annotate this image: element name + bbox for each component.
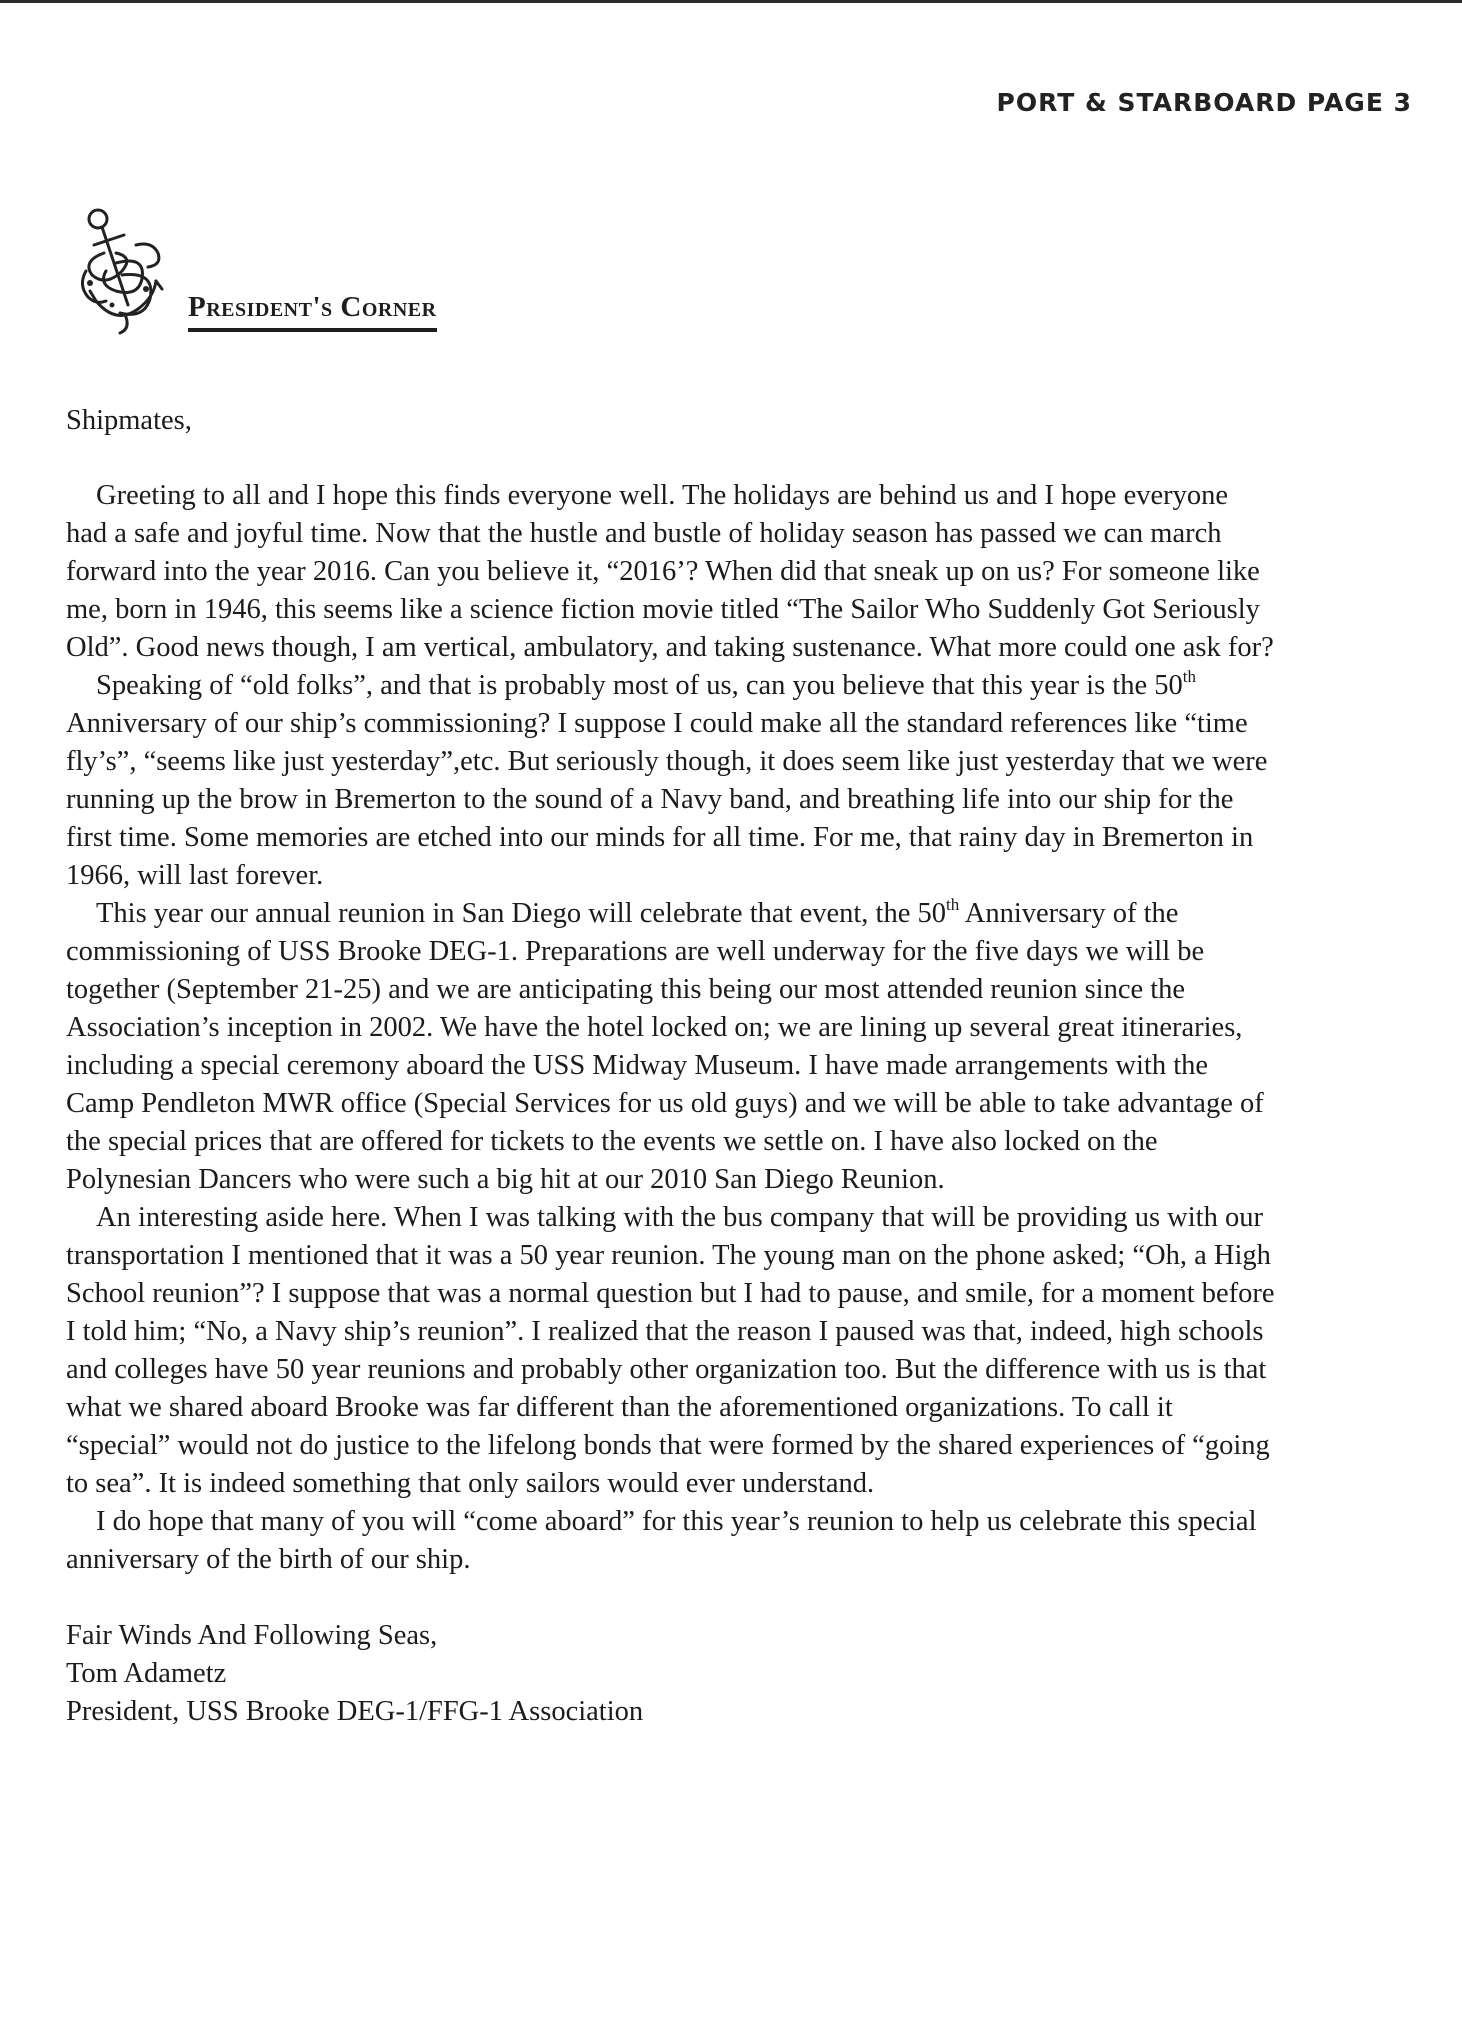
section-title: President's Corner [188, 291, 437, 332]
letter-body [66, 402, 1276, 1731]
ordinal-suffix: th [1182, 667, 1196, 686]
anchor-rope-emblem-icon [76, 205, 176, 335]
letter-closing [66, 1617, 1276, 1731]
paragraph-2-text-b: Anniversary of our ship’s commissioning? I suppose I could make all the standard references like “time fly’s”, “seems like just yesterday”,etc. But seriously though, it does seem like just yesterday that we were running up the brow in Bremerton to the sound of a Navy band, and breathing life into our ship for the first time. Some memories are etched into our minds for all time. For me, that rainy day in Bremerton in 1966, will last forever. [66, 708, 1268, 891]
paragraph-2-text-a: Speaking of “old folks”, and that is probably most of us, can you believe that this year is the 50 [96, 670, 1183, 701]
signer-name: Tom Adametz [66, 1658, 227, 1689]
salutation: Shipmates, [66, 405, 192, 436]
signer-title: President, USS Brooke DEG-1/FFG-1 Association [66, 1696, 644, 1727]
paragraph-5: I do hope that many of you will “come aboard” for this year’s reunion to help us celebrate this special anniversary of the birth of our ship. [66, 1506, 1257, 1575]
paragraph-3-text-a: This year our annual reunion in San Diego will celebrate that event, the 50 [96, 898, 946, 929]
closing-line: Fair Winds And Following Seas, [66, 1620, 438, 1651]
top-border-rule [0, 0, 1462, 3]
paragraph-1: Greeting to all and I hope this finds everyone well. The holidays are behind us and I hope everyone had a safe and joyful time. Now that the hustle and bustle of holiday season has passed we can march forward into the year 2016. Can you believe it, “2016’? When did that sneak up on us? For someone like me, born in 1946, this seems like a science fiction movie titled “The Sailor Who Suddenly Got Seriously Old”. Good news though, I am vertical, ambulatory, and taking sustenance. What more could one ask for? [66, 480, 1274, 663]
ordinal-suffix: th [945, 895, 960, 914]
running-header: PORT & STARBOARD PAGE 3 [996, 88, 1412, 117]
paragraph-3 [66, 895, 1276, 1199]
paragraph-4: An interesting aside here. When I was talking with the bus company that will be providing us with our transportation I mentioned that it was a 50 year reunion. The young man on the phone asked; “Oh, a High School reunion”? I suppose that was a normal question but I had to pause, and smile, for a moment before I told him; “No, a Navy ship’s reunion”. I realized that the reason I paused was that, indeed, high schools and colleges have 50 year reunions and probably other organization too. But the difference with us is that what we shared aboard Brooke was far different than the aforementioned organizations. To call it “special” would not do justice to the lifelong bonds that were formed by the shared experiences of “going to sea”. It is indeed something that only sailors would ever understand. [66, 1202, 1275, 1499]
paragraph-2 [66, 667, 1276, 895]
paragraph-3-text-b: Anniversary of the commissioning of USS Brooke DEG-1. Preparations are well underway for the five days we will be together (September 21-25) and we are anticipating this being our most attended reunion since the Association’s inception in 2002. We have the hotel locked on; we are lining up several great itineraries, including a special ceremony aboard the USS Midway Museum. I have made arrangements with the Camp Pendleton MWR office (Special Services for us old guys) and we will be able to take advantage of the special prices that are offered for tickets to the events we settle on. I have also locked on the Polynesian Dancers who were such a big hit at our 2010 San Diego Reunion. [66, 898, 1264, 1195]
